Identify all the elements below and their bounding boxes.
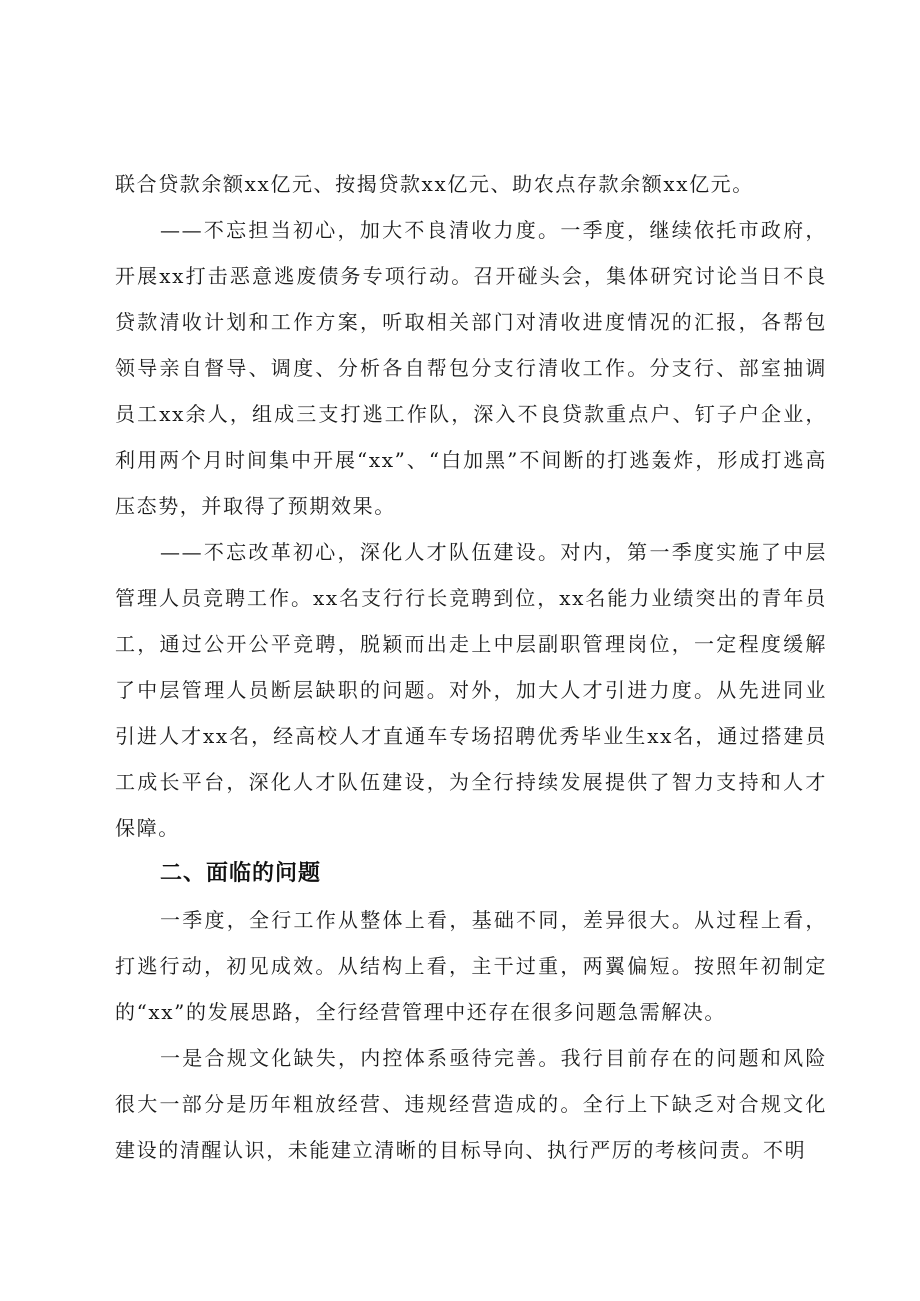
section-heading: 二、面临的问题 xyxy=(160,861,322,886)
paragraph-collection-effort: ——不忘担当初心，加大不良清收力度。一季度，继续依托市政府，开展xx打击恶意逃废债务专项行动。召开碰头会，集体研究讨论当日不良贷款清收计划和工作方案，听取相关部门对清收进度情况的汇报，各帮包领导亲自督导、调度、分析各自帮包分支行清收工作。分支行、部室抽调员工xx余人，组成三支打逃工作队，深入不良贷款重点户、钉子户企业，利用两个月时间集中开展“xx”、“白加黑”不间断的打逃轰炸，形成打逃高压态势，并取得了预期效果。 xyxy=(115,218,827,518)
paragraph-loan-balance: 联合贷款余额xx亿元、按揭贷款xx亿元、助农点存款余额xx亿元。 xyxy=(115,172,754,196)
paragraph-talent-building: ——不忘改革初心，深化人才队伍建设。对内，第一季度实施了中层管理人员竞聘工作。xx名支行行长竞聘到位，xx名能力业绩突出的青年员工，通过公开公平竞聘，脱颖而出走上中层副职管理岗位，一定程度缓解了中层管理人员断层缺职的问题。对外，加大人才引进力度。从先进同业引进人才xx名，经高校人才直通车专场招聘优秀毕业生xx名，通过搭建员工成长平台，深化人才队伍建设，为全行持续发展提供了智力支持和人才保障。 xyxy=(115,540,827,840)
paragraph-overview: 一季度，全行工作从整体上看，基础不同，差异很大。从过程上看，打逃行动，初见成效。从结构上看，主干过重，两翼偏短。按照年初制定的“xx”的发展思路，全行经营管理中还存在很多问题急需解决。 xyxy=(115,908,827,1024)
document-body xyxy=(115,161,827,1173)
paragraph-compliance: 一是合规文化缺失，内控体系亟待完善。我行目前存在的问题和风险很大一部分是历年粗放经营、违规经营造成的。全行上下缺乏对合规文化建设的清醒认识，未能建立清晰的目标导向、执行严厉的考核问责。不明 xyxy=(115,1046,827,1162)
